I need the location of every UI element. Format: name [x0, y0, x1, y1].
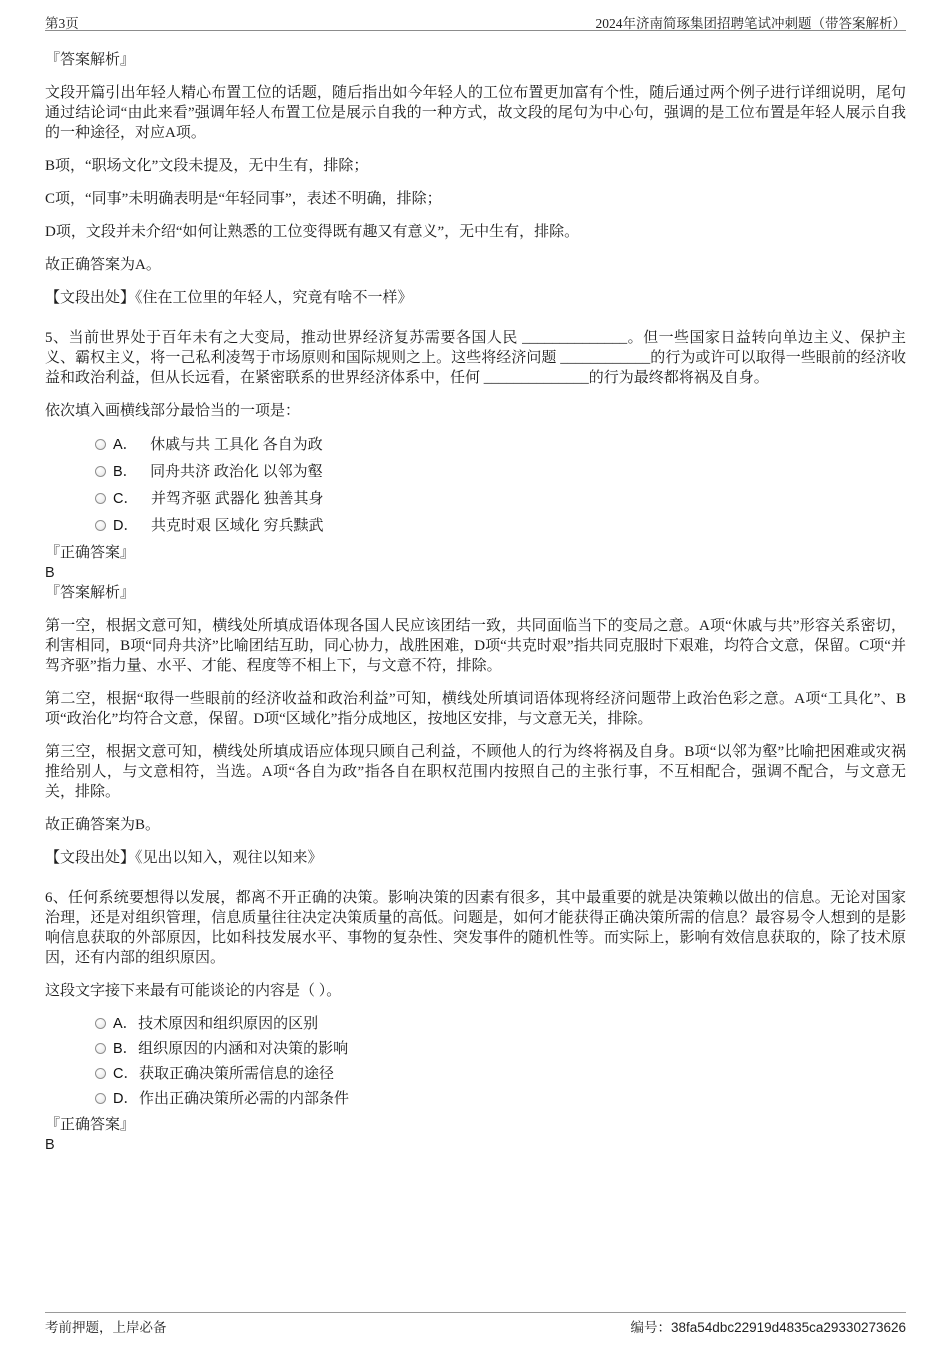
option-row[interactable] [95, 1036, 906, 1061]
analysis-paragraph: D项，文段并未介绍“如何让熟悉的工位变得既有趣又有意义”，无中生有，排除。 [45, 224, 580, 240]
option-letter: D． [113, 1090, 138, 1107]
option-letter: B． [113, 463, 138, 480]
footer-slogan: 考前押题，上岸必备 [45, 1320, 167, 1335]
page-header [45, 12, 906, 32]
serial-label: 编号： [630, 1320, 672, 1335]
document-title: 2024年济南简琢集团招聘笔试冲刺题（带答案解析） [595, 16, 906, 31]
option-text: 同舟共济 政治化 以邻为壑 [150, 463, 323, 480]
radio-button-icon[interactable] [95, 520, 106, 531]
page-content [45, 50, 906, 1155]
option-letter: C． [113, 490, 138, 507]
option-text: 并驾齐驱 武器化 独善其身 [150, 490, 324, 507]
passage-source: 【文段出处】《见出以知入，观往以知来》 [45, 850, 323, 866]
question-6-prompt: 这段文字接下来最有可能谈论的内容是（ ）。 [45, 983, 342, 999]
analysis-paragraph: 第二空，根据“取得一些眼前的经济收益和政治利益”可知，横线处所填词语体现将经济问题带上政治色彩之意。A项“工具化”、B项“政治化”均符合文意，保留。D项“区域化”指分成地区，按地区安排，与文意无关，排除。 [45, 691, 906, 727]
answer-analysis-heading: 『答案解析』 [45, 585, 136, 601]
radio-button-icon[interactable] [95, 439, 106, 450]
passage-source: 【文段出处】《住在工位里的年轻人，究竟有啥不一样》 [45, 290, 413, 306]
analysis-paragraph: 第一空，根据文意可知，横线处所填成语体现各国人民应该团结一致，共同面临当下的变局之意。A项“休戚与共”形容关系密切，利害相同，B项“同舟共济”比喻团结互助，同心协力，战胜困难，D项“共克时艰”指共同克服时下艰难，均符合文意，保留。C项“并驾齐驱”指力量、水平、才能、程度等不相上下，与文意不符，排除。 [45, 618, 906, 674]
page-number: 第3页 [45, 16, 79, 31]
page-footer [45, 1316, 906, 1336]
radio-button-icon[interactable] [95, 1043, 106, 1054]
option-row[interactable] [95, 485, 906, 512]
option-letter: A． [113, 1015, 138, 1032]
option-letter: C． [113, 1065, 138, 1082]
correct-answer-heading: 『正确答案』 [45, 545, 136, 561]
header-divider [45, 30, 906, 31]
radio-button-icon[interactable] [95, 493, 106, 504]
footer-divider [45, 1312, 906, 1313]
question-6-stem: 6、任何系统要想得以发展，都离不开正确的决策。影响决策的因素有很多，其中最重要的就是决策赖以做出的信息。无论对国家治理，还是对组织管理，信息质量往往决定决策质量的高低。问题是，如何才能获得正确决策所需的信息？最容易令人想到的是影响信息获取的外部原因，比如科技发展水平、事物的复杂性、突发事件的随机性等。而实际上，影响有效信息获取的，除了技术原因，还有内部的组织原因。 [45, 890, 906, 966]
correct-answer-statement: 故正确答案为B。 [45, 817, 161, 833]
option-text: 技术原因和组织原因的区别 [138, 1015, 319, 1032]
option-row[interactable] [95, 1061, 906, 1086]
option-letter: A． [113, 436, 138, 453]
question-6-options [95, 1011, 906, 1111]
option-row[interactable] [95, 458, 906, 485]
radio-button-icon[interactable] [95, 1018, 106, 1029]
correct-answer-heading: 『正确答案』 [45, 1117, 136, 1133]
option-letter: D． [113, 517, 138, 534]
serial-value: 38fa54dbc22919d4835ca29330273626 [671, 1320, 906, 1335]
option-row[interactable] [95, 431, 906, 458]
analysis-paragraph: 文段开篇引出年轻人精心布置工位的话题，随后指出如今年轻人的工位布置更加富有个性，随后通过两个例子进行详细说明，尾句通过结论词“由此来看”强调年轻人布置工位是展示自我的一种方式，故文段的尾句为中心句，强调的是工位布置是年轻人展示自我的一种途径，对应A项。 [45, 85, 906, 141]
option-text: 作出正确决策所必需的内部条件 [138, 1090, 349, 1107]
option-row[interactable] [95, 1011, 906, 1036]
correct-answer-statement: 故正确答案为A。 [45, 257, 161, 273]
radio-button-icon[interactable] [95, 1068, 106, 1079]
document-serial [631, 1316, 906, 1336]
analysis-paragraph: C项，“同事”未明确表明是“年轻同事”，表述不明确，排除； [45, 191, 442, 207]
option-letter: B． [113, 1040, 138, 1057]
answer-analysis-heading: 『答案解析』 [45, 52, 136, 68]
correct-answer-value: B [45, 565, 55, 581]
analysis-paragraph: B项，“职场文化”文段未提及，无中生有，排除； [45, 158, 369, 174]
correct-answer-value: B [45, 1137, 55, 1153]
option-text: 获取正确决策所需信息的途径 [138, 1065, 334, 1082]
option-text: 休戚与共 工具化 各自为政 [150, 436, 323, 453]
question-5-stem: 5、当前世界处于百年未有之大变局，推动世界经济复苏需要各国人民 ______________。但一些国家日益转向单边主义、保护主义、霸权主义，将一己私利凌驾于市场原则和国际规则之上。这些将经济问题 ____________的行为或许可以取得一些眼前的经济收益和政治利益，但从长远看，在紧密联系的世界经济体系中，任何 ______________的行为最终都将祸及自身。 [45, 330, 906, 386]
option-row[interactable] [95, 1086, 906, 1111]
option-row[interactable] [95, 512, 906, 539]
question-5-prompt: 依次填入画横线部分最恰当的一项是： [45, 403, 301, 419]
option-text: 共克时艰 区域化 穷兵黩武 [150, 517, 324, 534]
radio-button-icon[interactable] [95, 1093, 106, 1104]
radio-button-icon[interactable] [95, 466, 106, 477]
question-5-options [95, 431, 906, 539]
analysis-paragraph: 第三空，根据文意可知，横线处所填成语应体现只顾自己利益，不顾他人的行为终将祸及自身。B项“以邻为壑”比喻把困难或灾祸推给别人，与文意相符，当选。A项“各自为政”指各自在职权范围内按照自己的主张行事，不互相配合，强调不配合，与文意无关，排除。 [45, 744, 906, 800]
option-text: 组织原因的内涵和对决策的影响 [138, 1040, 349, 1057]
